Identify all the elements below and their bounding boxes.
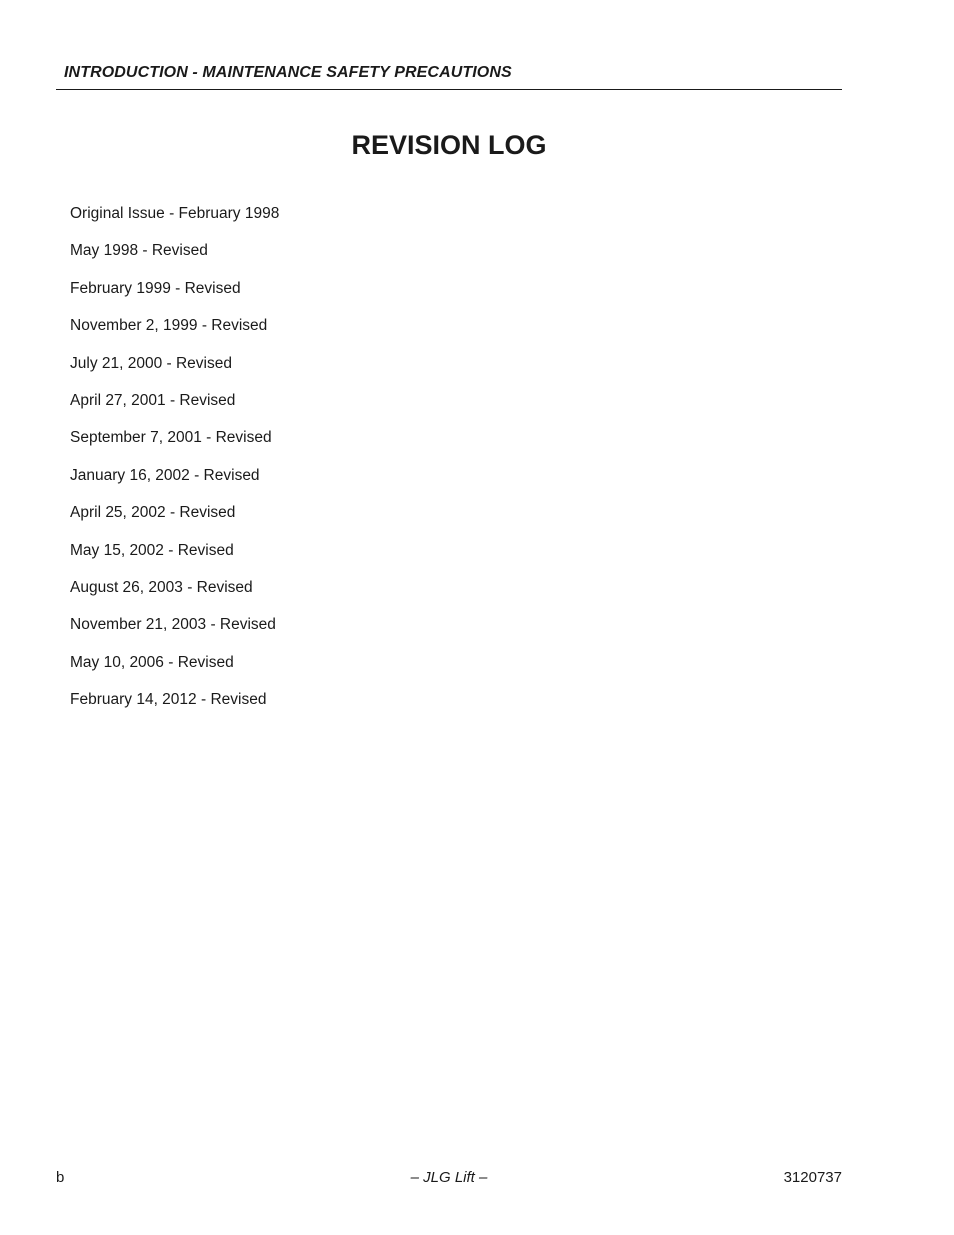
revision-entry: May 1998 - Revised	[70, 242, 208, 260]
revision-entry: May 10, 2006 - Revised	[70, 653, 234, 671]
footer-page-label: b	[56, 1169, 65, 1186]
revision-entry: September 7, 2001 - Revised	[70, 429, 272, 447]
revision-entry: May 15, 2002 - Revised	[70, 541, 234, 559]
header-divider	[56, 89, 842, 90]
section-header-title: INTRODUCTION - MAINTENANCE SAFETY PRECAUTIONS	[64, 64, 512, 81]
revision-entry: July 21, 2000 - Revised	[70, 354, 232, 372]
revision-list	[70, 204, 279, 727]
revision-entry: Original Issue - February 1998	[70, 205, 280, 222]
footer-publisher: – JLG Lift –	[410, 1169, 488, 1186]
revision-entry: November 2, 1999 - Revised	[70, 317, 268, 335]
revision-entry: January 16, 2002 - Revised	[70, 466, 260, 484]
revision-entry: April 27, 2001 - Revised	[70, 391, 236, 409]
revision-entry: November 21, 2003 - Revised	[70, 616, 276, 634]
revision-entry: February 14, 2012 - Revised	[70, 691, 267, 709]
page-title: REVISION LOG	[351, 130, 547, 160]
revision-entry: April 25, 2002 - Revised	[70, 504, 236, 522]
footer-document-number: 3120737	[783, 1169, 842, 1186]
revision-entry: February 1999 - Revised	[70, 279, 241, 297]
revision-entry: August 26, 2003 - Revised	[70, 578, 253, 596]
